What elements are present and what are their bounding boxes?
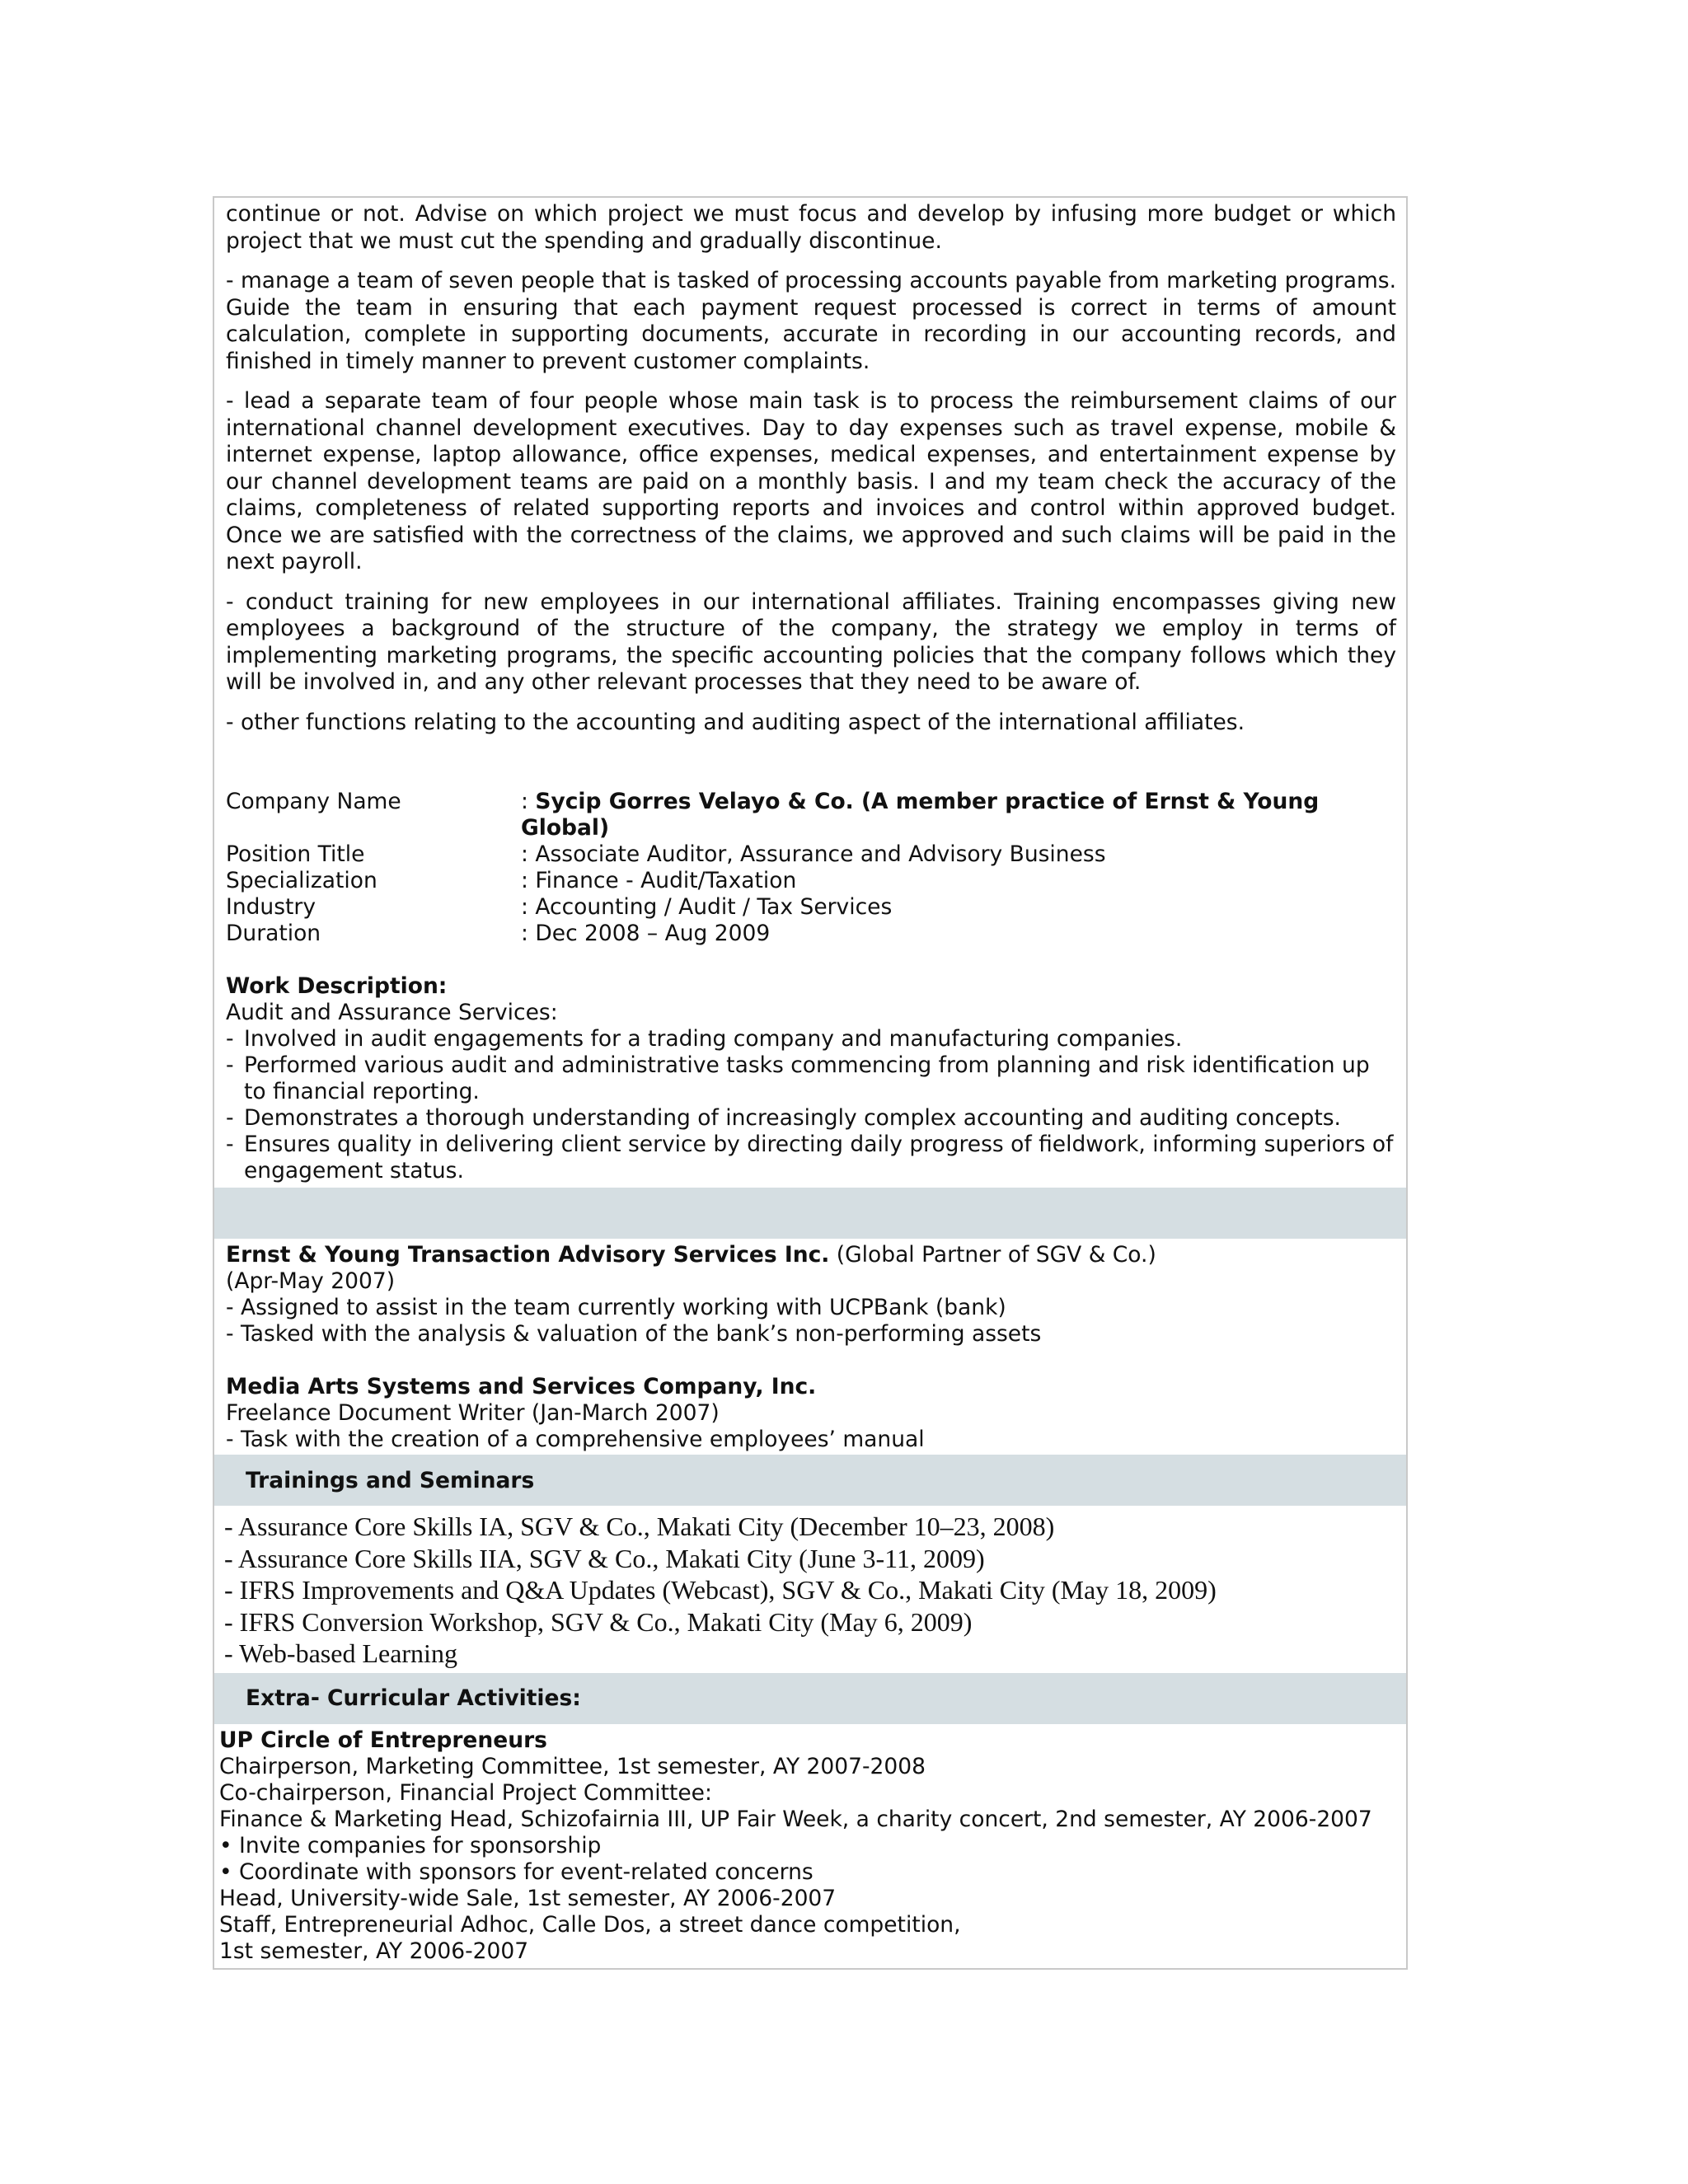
company-note: (Global Partner of SGV & Co.) (829, 1242, 1156, 1268)
duration: Dec 2008 – Aug 2009 (535, 921, 771, 946)
colon: : (521, 868, 536, 893)
work-bullet: - Involved in audit engagements for a trading company and manufacturing companies. (226, 1026, 1183, 1052)
info-label: Duration (226, 921, 321, 946)
intro-paragraph: - other functions relating to the accounting and auditing aspect of the international affiliates. (226, 709, 1245, 735)
spacer (214, 749, 1406, 789)
experience-line: Freelance Document Writer (Jan-March 2007) (226, 1400, 720, 1426)
activity-line: Chairperson, Marketing Committee, 1st semester, AY 2007-2008 (219, 1753, 926, 1779)
company-name: Media Arts Systems and Services Company, Inc. (226, 1374, 817, 1399)
organization-name: UP Circle of Entrepreneurs (219, 1727, 547, 1753)
experience-line: (Apr-May 2007) (226, 1268, 396, 1294)
work-bullet: - Demonstrates a thorough understanding of increasingly complex accounting and auditing concepts. (226, 1105, 1341, 1131)
info-label: Industry (226, 894, 316, 920)
info-label: Specialization (226, 868, 377, 893)
activity-line: Staff, Entrepreneurial Adhoc, Calle Dos, a street dance competition, (219, 1911, 961, 1938)
info-value (521, 841, 1396, 868)
work-description-subtitle: Audit and Assurance Services: (226, 1000, 558, 1025)
activity-line: Co-chairperson, Financial Project Committee: (219, 1779, 712, 1806)
info-row-industry (226, 894, 1396, 921)
activity-line: 1st semester, AY 2006-2007 (219, 1938, 529, 1964)
info-row-position (226, 841, 1396, 868)
spacer (226, 1347, 1396, 1374)
colon: : (521, 789, 536, 814)
training-item: - Assurance Core Skills IIA, SGV & Co., Makati City (June 3-11, 2009) (224, 1543, 985, 1573)
info-row-duration (226, 921, 1396, 947)
intro-paragraph: - conduct training for new employees in our international affiliates. Training encompasses giving new employees a background of the structure of the company, the strategy we employ in terms of implementing marketing programs, the specific accounting policies that the company follows which they will be involved in, and any other relevant processes that they need to be aware of. (226, 588, 1396, 695)
intro-paragraph: - lead a separate team of four people whose main task is to process the reimbursement claims of our international channel development executives. Day to day expenses such as travel expense, mobile & internet expense, laptop allowance, office expenses, medical expenses, and entertainment expense by our channel development teams are paid on a monthly basis. I and my team check the accuracy of the claims, completeness of related supporting reports and invoices and control within approved budget. Once we are satisfied with the correctness of the claims, we approved and such claims will be paid in the next payroll. (226, 388, 1396, 574)
training-item: - IFRS Conversion Workshop, SGV & Co., Makati City (May 6, 2009) (224, 1606, 973, 1637)
intro-paragraph: - manage a team of seven people that is tasked of processing accounts payable from marketing programs. Guide the team in ensuring that each payment request processed is correct in terms of amount calculation, complete in supporting documents, accurate in recording in our accounting records, and finished in timely manner to prevent customer complaints. (226, 268, 1396, 374)
colon: : (521, 894, 536, 920)
other-experience (214, 1239, 1406, 1453)
extracurricular-section (214, 1724, 1406, 1968)
info-row-company (226, 789, 1396, 841)
resume-page (213, 196, 1408, 1970)
trainings-list (214, 1506, 1406, 1673)
experience-line: - Assigned to assist in the team currently working with UCPBank (bank) (226, 1295, 1006, 1320)
info-row-specialization (226, 868, 1396, 894)
training-item: - IFRS Improvements and Q&A Updates (Webcast), SGV & Co., Makati City (May 18, 2009) (224, 1575, 1217, 1605)
work-bullet: - Ensures quality in delivering client service by directing daily progress of fieldwork, informing superiors of engagement status. (226, 1132, 1394, 1183)
info-value (521, 789, 1396, 841)
training-item: - Assurance Core Skills IA, SGV & Co., Makati City (December 10–23, 2008) (224, 1511, 1055, 1541)
position-title: Associate Auditor, Assurance and Advisory Business (535, 841, 1106, 867)
industry: Accounting / Audit / Tax Services (535, 894, 893, 920)
experience-line: - Task with the creation of a comprehensive employees’ manual (226, 1427, 925, 1452)
activity-line: Finance & Marketing Head, Schizofairnia III, UP Fair Week, a charity concert, 2nd semester, AY 2006-2007 (219, 1806, 1372, 1832)
extracurricular-heading: Extra- Curricular Activities: (214, 1673, 1406, 1724)
experience-line: - Tasked with the analysis & valuation of the bank’s non-performing assets (226, 1321, 1042, 1347)
company-name: Ernst & Young Transaction Advisory Services Inc. (226, 1242, 830, 1268)
company-name: Sycip Gorres Velayo & Co. (A member practice of Ernst & Young Global) (521, 789, 1320, 841)
colon: : (521, 921, 536, 946)
section-divider-bar (214, 1188, 1406, 1239)
specialization: Finance - Audit/Taxation (535, 868, 797, 893)
info-label: Position Title (226, 841, 365, 867)
intro-paragraph: continue or not. Advise on which project we must focus and develop by infusing more budget or which project that we must cut the spending and gradually discontinue. (226, 201, 1396, 254)
activity-line: Head, University-wide Sale, 1st semester, AY 2006-2007 (219, 1885, 837, 1911)
info-value (521, 894, 1396, 921)
info-label: Company Name (226, 789, 401, 814)
trainings-heading: Trainings and Seminars (214, 1455, 1406, 1506)
intro-section (214, 198, 1406, 736)
info-value (521, 921, 1396, 947)
experience-title (226, 1242, 1396, 1268)
work-bullet: - Performed various audit and administrative tasks commencing from planning and risk identification up to financial reporting. (226, 1052, 1370, 1104)
activity-line: • Coordinate with sponsors for event-related concerns (219, 1858, 814, 1885)
activity-line: • Invite companies for sponsorship (219, 1832, 602, 1858)
work-description-title: Work Description: (226, 973, 448, 999)
experience-title (226, 1374, 1396, 1400)
job-details (214, 789, 1406, 1184)
info-value (521, 868, 1396, 894)
colon: : (521, 841, 536, 867)
training-item: - Web-based Learning (224, 1638, 457, 1668)
